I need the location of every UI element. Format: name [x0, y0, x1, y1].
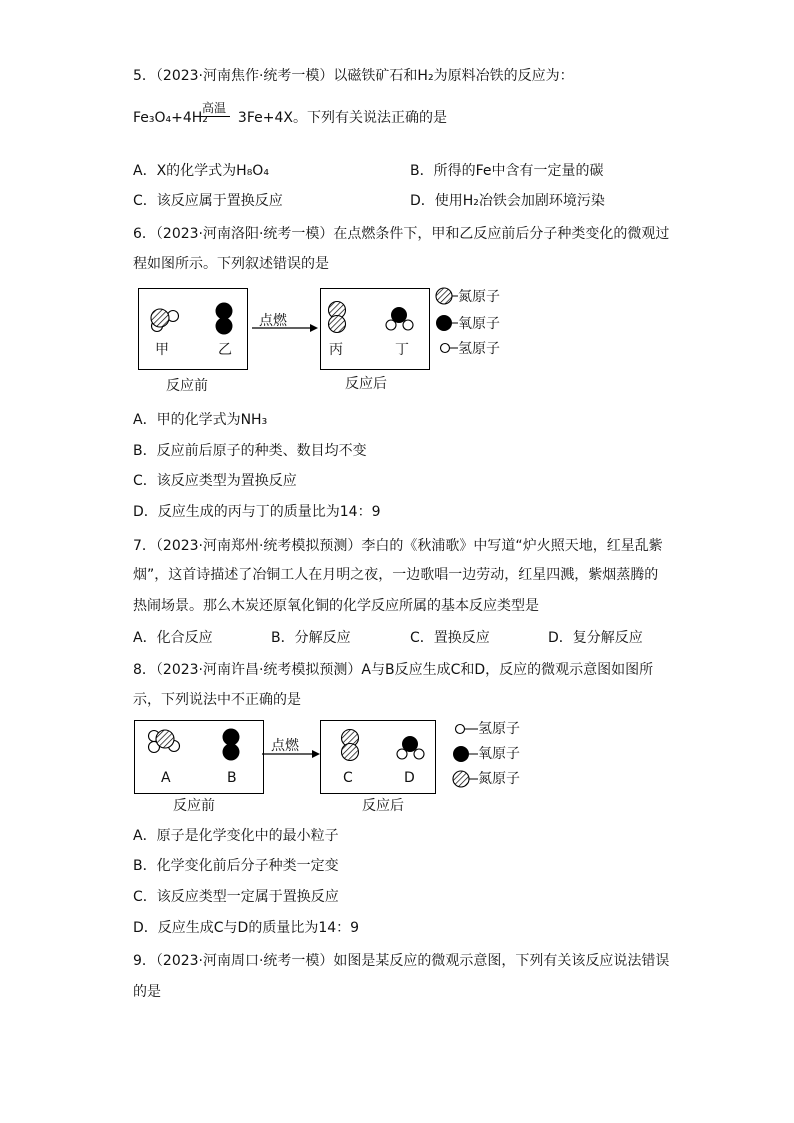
q8-label-c: C	[343, 770, 353, 786]
q8-reactant-molecules	[134, 720, 264, 794]
q8-arrow-label: 点燃	[271, 738, 299, 754]
q5-option-c[interactable]: C．该反应属于置换反应	[133, 193, 283, 209]
q7-option-a[interactable]: A．化合反应	[133, 630, 213, 646]
q5-reaction-condition: 高温	[202, 101, 227, 115]
q6-label-ding: 丁	[395, 342, 409, 358]
q5-stem: 5．（2023·河南焦作·统考一模）以磁铁矿石和H₂为原料冶铁的反应为：	[133, 68, 574, 84]
q6-caption-after: 反应后	[345, 376, 387, 392]
nitrogen-molecule	[342, 730, 359, 761]
q5-option-a[interactable]: A．X的化学式为H₈O₄	[133, 163, 269, 179]
q9-stem-line2: 的是	[133, 984, 161, 1000]
q5-equation-right: 3Fe+4X	[237, 110, 293, 126]
q6-caption-before: 反应前	[166, 378, 208, 394]
q6-option-a[interactable]: A．甲的化学式为NH₃	[133, 412, 268, 428]
q7-stem-line2: 烟”，这首诗描述了冶铜工人在月明之夜，一边歌唱一边劳动，红星四溅，紫烟蒸腾的	[133, 567, 659, 583]
q8-option-c[interactable]: C．该反应类型一定属于置换反应	[133, 889, 339, 905]
q5-equation-tail: 。下列有关说法正确的是	[292, 110, 447, 126]
q6-reaction-arrow	[252, 322, 318, 334]
oxygen-molecule	[216, 303, 233, 335]
q8-product-molecules	[320, 720, 436, 794]
q6-legend-nitrogen: 氮原子	[458, 289, 500, 305]
q8-reaction-arrow	[262, 748, 320, 760]
q6-option-b[interactable]: B．反应前后原子的种类、数目均不变	[133, 443, 367, 459]
q8-option-b[interactable]: B．化学变化前后分子种类一定变	[133, 858, 339, 874]
q6-label-yi: 乙	[218, 342, 232, 358]
water-molecule	[397, 736, 424, 759]
q5-equation	[133, 108, 447, 128]
q8-label-a: A	[161, 770, 171, 786]
q6-option-d[interactable]: D．反应生成的丙与丁的质量比为14：9	[133, 504, 381, 520]
q8-label-d: D	[404, 770, 415, 786]
q6-legend-symbols	[434, 286, 458, 356]
q6-stem-line1: 6．（2023·河南洛阳·统考一模）在点燃条件下，甲和乙反应前后分子种类变化的微观过	[133, 226, 670, 242]
q7-stem-line1: 7．（2023·河南郑州·统考模拟预测）李白的《秋浦歌》中写道“炉火照天地，红星乱紫	[133, 538, 663, 554]
q5-equation-left: Fe₃O₄+4H₂	[133, 110, 208, 126]
oxygen-molecule	[223, 729, 240, 761]
q6-arrow-label: 点燃	[259, 313, 287, 329]
q9-stem-line1: 9．（2023·河南周口·统考一模）如图是某反应的微观示意图，下列有关该反应说法错误	[133, 953, 670, 969]
q8-caption-after: 反应后	[362, 798, 404, 814]
q7-option-b[interactable]: B．分解反应	[271, 630, 351, 646]
q6-label-jia: 甲	[155, 342, 169, 358]
ammonia-molecule	[149, 730, 180, 753]
q7-stem-line3: 热闹场景。那么木炭还原氧化铜的化学反应所属的基本反应类型是	[133, 598, 539, 614]
q6-legend-hydrogen: 氢原子	[458, 341, 500, 357]
q5-option-d[interactable]: D．使用H₂冶铁会加剧环境污染	[410, 193, 605, 209]
q8-legend-hydrogen: 氢原子	[478, 721, 520, 737]
q8-legend-nitrogen: 氮原子	[478, 771, 520, 787]
q8-stem-line2: 示，下列说法中不正确的是	[133, 692, 301, 708]
q6-option-c[interactable]: C．该反应类型为置换反应	[133, 473, 297, 489]
q6-legend-oxygen: 氧原子	[458, 316, 500, 332]
q8-stem-line1: 8．（2023·河南许昌·统考模拟预测）A与B反应生成C和D，反应的微观示意图如图所	[133, 662, 654, 678]
q7-option-c[interactable]: C．置换反应	[410, 630, 490, 646]
q8-label-b: B	[227, 770, 237, 786]
q6-label-bing: 丙	[329, 342, 343, 358]
q6-stem-line2: 程如图所示。下列叙述错误的是	[133, 256, 329, 272]
q8-option-a[interactable]: A．原子是化学变化中的最小粒子	[133, 828, 339, 844]
q7-option-d[interactable]: D．复分解反应	[548, 630, 643, 646]
q8-caption-before: 反应前	[173, 798, 215, 814]
q8-option-d[interactable]: D．反应生成C与D的质量比为14：9	[133, 920, 360, 936]
water-molecule	[386, 307, 413, 330]
q8-legend-symbols	[452, 719, 478, 791]
nitrogen-molecule	[329, 302, 346, 333]
q5-option-b[interactable]: B．所得的Fe中含有一定量的碳	[410, 163, 604, 179]
q8-legend-oxygen: 氧原子	[478, 746, 520, 762]
ammonia-molecule	[151, 309, 179, 332]
